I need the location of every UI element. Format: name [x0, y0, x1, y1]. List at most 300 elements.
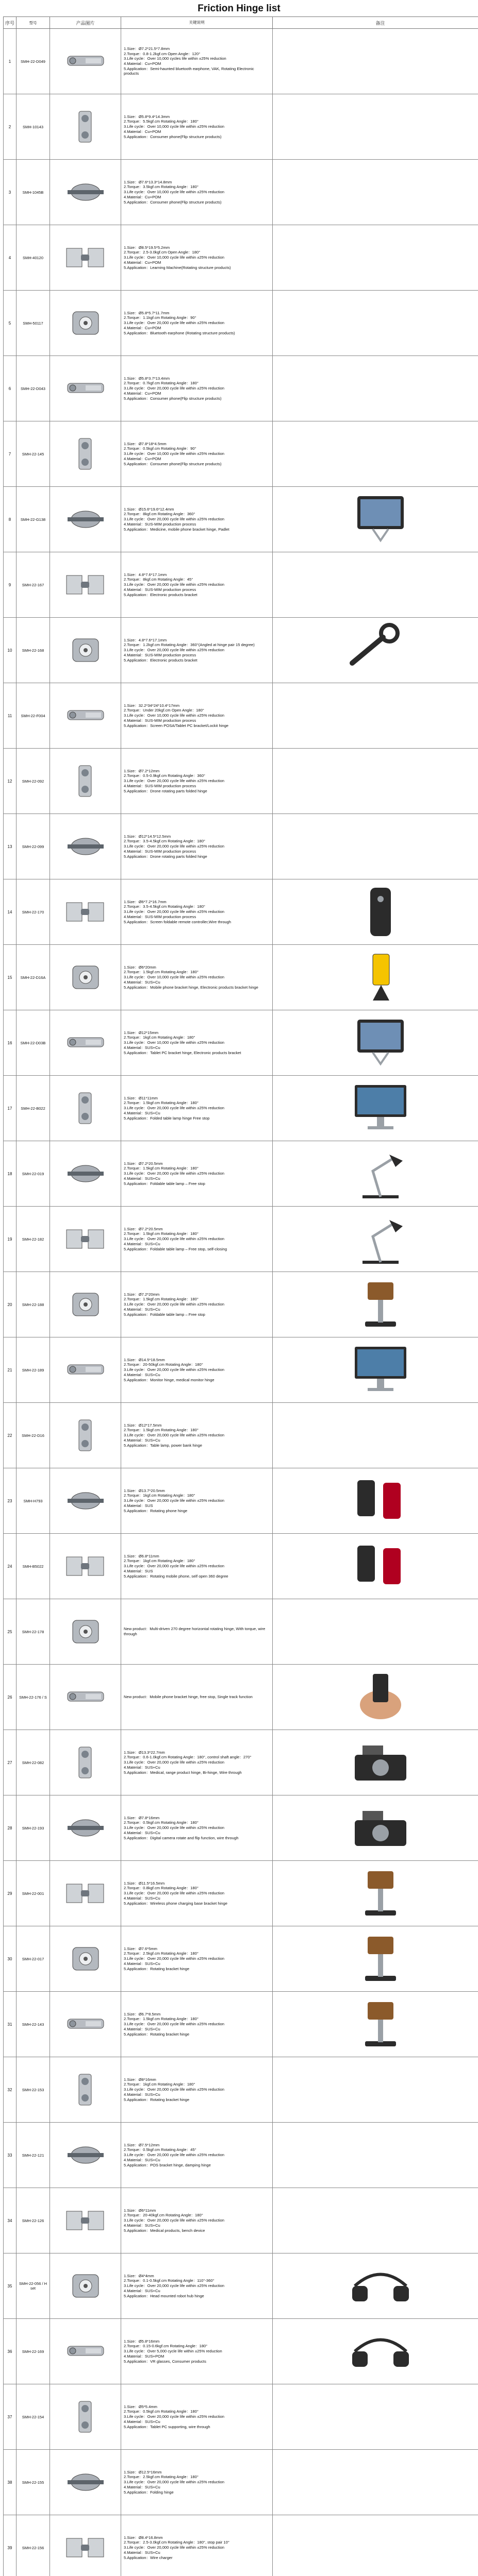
- model-number: SMH-40120: [17, 225, 50, 291]
- model-number: SMH-22-156: [17, 2515, 50, 2576]
- description-line: 4.Material：Cu+POM: [124, 325, 161, 330]
- row-number: 8: [4, 487, 17, 552]
- model-number: SMH-22-082: [17, 1730, 50, 1795]
- description-line: 5.Application：Folding hinge: [124, 2489, 174, 2495]
- description-line: 3.Life cycle：Over 20,000 cycle life within ±25% reduction: [124, 2545, 224, 2550]
- description-line: 3.Life cycle：Over 20,000 cycle life within ±25% reduction: [124, 909, 224, 914]
- description-line: 5.Application：Mobile phone bracket hinge, Electronic products bracket hinge: [124, 985, 258, 990]
- product-image: [50, 356, 121, 421]
- description-line: 2.Torque：1.5kgf.cm Rotating Angle：180°: [124, 1166, 199, 1171]
- model-number: SMH-22-019: [17, 1141, 50, 1207]
- application-lamp2-icon: [342, 1211, 419, 1267]
- hinge-photo-icon: [57, 1284, 114, 1325]
- application-screen-icon: [342, 1080, 419, 1137]
- description-line: 1.Size：Ø14.5*18.5mm: [124, 1357, 165, 1362]
- description-line: 1.Size：Ø7.8*18*4.5mm: [124, 441, 167, 446]
- hinge-photo-icon: [57, 1938, 114, 1979]
- hinge-photo-icon: [57, 2331, 114, 2372]
- hinge-photo-icon: [57, 1022, 114, 1063]
- table-row: [4, 29, 478, 94]
- row-number: 37: [4, 2384, 17, 2450]
- hinge-photo-icon: [57, 302, 114, 344]
- key-description: [121, 552, 273, 618]
- table-body: [4, 29, 478, 2576]
- description-line: 2.Torque：0.5kgf.cm Rotating Angle：180°: [124, 1820, 199, 1825]
- row-number: 30: [4, 1926, 17, 1992]
- description-line: 5.Application：Medical, range product hinge, Bi-hinge, Wire through: [124, 1770, 242, 1775]
- product-image: [50, 225, 121, 291]
- model-number: SMH-50117: [17, 291, 50, 356]
- description-line: 4.Material：SUS+Cu: [124, 979, 160, 985]
- table-row: [4, 2253, 478, 2319]
- description-line: 3.Life cycle：Over 20,000 cycle life within ±25% reduction: [124, 2414, 224, 2419]
- key-description: [121, 1468, 273, 1534]
- description-line: 3.Life cycle：Over 20,000 cycle life within ±25% reduction: [124, 2218, 224, 2223]
- row-number: 3: [4, 160, 17, 225]
- table-row: [4, 2384, 478, 2450]
- product-image: [50, 1534, 121, 1599]
- description-line: 5.Application：Learning Machine(Rotating structure products): [124, 265, 231, 270]
- remarks-image: [273, 618, 478, 683]
- remarks-image: [273, 2319, 478, 2384]
- row-number: 13: [4, 814, 17, 879]
- description-line: 5.Application：Rotating bracket hinge: [124, 2031, 190, 2037]
- description-line: 3.Life cycle：Over 10,000 cycle life within ±25% reduction: [124, 713, 224, 718]
- hinge-photo-icon: [57, 630, 114, 671]
- remarks-image: [273, 1795, 478, 1861]
- remarks-image: [273, 1207, 478, 1272]
- description-line: 1.Size：Ø7.2*20.5mm: [124, 1161, 163, 1166]
- description-line: 3.Life cycle：Over 20,000 cycle life within ±25% reduction: [124, 778, 224, 784]
- description-line: 4.Material：SUS+Cu: [124, 2026, 160, 2031]
- row-number: 19: [4, 1207, 17, 1272]
- row-number: 27: [4, 1730, 17, 1795]
- description-line: 5.Application：Foldable table lamp – Free stop: [124, 1312, 205, 1317]
- description-line: 5.Application：Folded table lamp hinge Free stop: [124, 1115, 210, 1121]
- description-line: 2.Torque：1.2kgf.cm Rotating Angle：360°(Angled at hinge pair 15 degree): [124, 642, 255, 648]
- key-description: [121, 1861, 273, 1926]
- row-number: 6: [4, 356, 17, 421]
- description-line: 1.Size：32.2*34*24*10.4*17mm: [124, 703, 180, 708]
- description-line: 4.Material：SUS-MIM production process: [124, 718, 196, 723]
- col-image-header: 产品图片: [50, 17, 121, 29]
- hinge-photo-icon: [57, 695, 114, 736]
- description-line: 1.Size：Ø7.2*20.5mm: [124, 1226, 163, 1231]
- description-line: 5.Application：Bluetooth earphone (Rotating structure products): [124, 330, 235, 335]
- application-holder-icon: [342, 1930, 419, 1987]
- description-line: 1.Size：Ø7.6*5mm: [124, 1946, 157, 1951]
- description-line: 1.Size：Ø7.5*12mm: [124, 2142, 160, 2147]
- table-row: [4, 2515, 478, 2576]
- description-line: 4.Material：Cu+POM: [124, 194, 161, 199]
- remarks-image: [273, 879, 478, 945]
- description-line: 1.Size：Ø13.7*20.5mm: [124, 1488, 165, 1493]
- description-line: 1.Size：Ø5.8*3.7*13.4mm: [124, 376, 170, 381]
- description-line: 4.Material：SUS+Cu: [124, 1307, 160, 1312]
- page-title: Friction Hinge list: [197, 3, 281, 14]
- remarks-image: [273, 1141, 478, 1207]
- key-description: [121, 2319, 273, 2384]
- remarks-image: [273, 29, 478, 94]
- row-number: 16: [4, 1010, 17, 1076]
- model-number: SMH-22-155: [17, 2450, 50, 2515]
- row-number: 33: [4, 2123, 17, 2188]
- description-line: 1.Size：Ø5*5.4mm: [124, 2404, 157, 2409]
- product-image: [50, 421, 121, 487]
- table-row: [4, 1403, 478, 1468]
- remarks-image: [273, 2253, 478, 2319]
- description-line: 2.Torque：Under 20kgf.cm Open Angle：180°: [124, 708, 204, 713]
- row-number: 12: [4, 749, 17, 814]
- description-line: 4.Material：Cu+POM: [124, 129, 161, 134]
- description-line: 2.Torque：2.5kgf.cm Rotating Angle：180°: [124, 2475, 199, 2480]
- hinge-photo-icon: [57, 957, 114, 998]
- description-line: 2.Torque：20-40kgf.cm Rotating Angle：180°: [124, 2213, 203, 2218]
- remarks-image: [273, 683, 478, 749]
- description-line: 5.Application：Head mounted robot hub hinge: [124, 2293, 204, 2298]
- key-description: [121, 160, 273, 225]
- hinge-photo-icon: [57, 106, 114, 147]
- col-no-header: 序号: [4, 17, 17, 29]
- model-number: SMH-22-182: [17, 1207, 50, 1272]
- description-line: 5.Application：Screen POSA/Tablet PC bracket/Lockit hinge: [124, 723, 229, 728]
- remarks-image: [273, 291, 478, 356]
- description-line: 3.Life cycle：Over 20,000 cycle life within ±25% reduction: [124, 2480, 224, 2485]
- description-line: 4.Material：SUS: [124, 1503, 153, 1508]
- description-line: 1.Size：Ø7.8*16mm: [124, 1815, 160, 1820]
- row-number: 2: [4, 94, 17, 160]
- product-image: [50, 2057, 121, 2123]
- description-line: 4.Material：SUS+Cu: [124, 2157, 160, 2162]
- model-number: SMH-22-145: [17, 421, 50, 487]
- model-number: SMH-22-168: [17, 618, 50, 683]
- product-image: [50, 1010, 121, 1076]
- application-tablet2-icon: [342, 1014, 419, 1071]
- key-description: [121, 225, 273, 291]
- description-line: 3.Life cycle：Over 20,000 cycle life within ±25% reduction: [124, 320, 224, 326]
- description-line: 4.Material：SUS+Cu: [124, 1830, 160, 1835]
- description-line: 5.Application：POS bracket hinge, damping hinge: [124, 2162, 211, 2167]
- description-line: 4.Material：SUS+Cu: [124, 2550, 160, 2555]
- hinge-photo-icon: [57, 1349, 114, 1391]
- hinge-photo-icon: [57, 1742, 114, 1783]
- product-image: [50, 1795, 121, 1861]
- remarks-image: [273, 1665, 478, 1730]
- description-line: 5.Application：Tablet PC supporting, wire through: [124, 2424, 210, 2429]
- product-image: [50, 2515, 121, 2576]
- key-description: [121, 618, 273, 683]
- row-number: 29: [4, 1861, 17, 1926]
- product-image: [50, 1141, 121, 1207]
- application-holder2-icon: [342, 1996, 419, 2053]
- product-image: [50, 1076, 121, 1141]
- model-number: SMH-22-126: [17, 2188, 50, 2253]
- description-line: 5.Application：Rotating bracket hinge: [124, 1966, 190, 1971]
- description-line: 2.Torque：1.5kgf.cm Rotating Angle：180°: [124, 1428, 199, 1433]
- model-number: SMH-22-189: [17, 1337, 50, 1403]
- row-number: 31: [4, 1992, 17, 2057]
- description-line: 2.Torque：1kgf.cm Rotating Angle：180°: [124, 1558, 195, 1564]
- description-line: New product：Mobile phone bracket hinge, free stop, Single track function: [124, 1694, 253, 1700]
- description-line: 3.Life cycle：Over 20,000 cycle life within ±25% reduction: [124, 1891, 224, 1896]
- description-line: 1.Size：Ø12*14.5*12.5mm: [124, 834, 171, 839]
- description-line: 3.Life cycle：Over 20,000 cycle life within ±25% reduction: [124, 1760, 224, 1765]
- row-number: 11: [4, 683, 17, 749]
- key-description: [121, 814, 273, 879]
- row-number: 20: [4, 1272, 17, 1337]
- description-line: 4.Material：SUS+POM: [124, 2353, 164, 2359]
- col-remarks-header: 备注: [273, 17, 478, 29]
- description-line: 5.Application：Foldable table lamp – Free stop, self-closing: [124, 1246, 227, 1251]
- description-line: 2.Torque：3.5kgf.cm Rotating Angle：180°: [124, 184, 199, 190]
- description-line: 2.Torque：0.8kgf.cm Rotating Angle：180°: [124, 1886, 199, 1891]
- row-number: 5: [4, 291, 17, 356]
- product-image: [50, 1272, 121, 1337]
- table-row: [4, 945, 478, 1010]
- description-line: 5.Application：Tablet PC bracket hinge, Electronic products bracket: [124, 1050, 241, 1055]
- remarks-image: [273, 160, 478, 225]
- hinge-photo-icon: [57, 564, 114, 605]
- hinge-photo-icon: [57, 1218, 114, 1260]
- description-line: 3.Life cycle：Over 20,000 cycle life within ±25% reduction: [124, 1825, 224, 1831]
- description-line: 1.Size：Ø12*17.5mm: [124, 1422, 162, 1428]
- description-line: 2.Torque：1.5kgf.cm Rotating Angle：180°: [124, 970, 199, 975]
- description-line: 2.Torque：5.5kgf.cm Rotating Angle：180°: [124, 119, 199, 124]
- description-line: 1.Size：Ø6.8*11mm: [124, 1553, 159, 1558]
- remarks-image: [273, 1992, 478, 2057]
- description-line: 2.Torque：0.8-1.2kgf.cm Open Angle：120°: [124, 51, 201, 56]
- row-number: 17: [4, 1076, 17, 1141]
- remarks-image: [273, 2123, 478, 2188]
- description-line: 1.Size：Ø11*11mm: [124, 1095, 158, 1100]
- model-number: SMH-22-017: [17, 1926, 50, 1992]
- key-description: [121, 1337, 273, 1403]
- row-number: 24: [4, 1534, 17, 1599]
- product-image: [50, 94, 121, 160]
- table-row: [4, 1730, 478, 1795]
- description-line: 4.Material：SUS-MIM production process: [124, 914, 196, 919]
- product-image: [50, 160, 121, 225]
- remarks-image: [273, 945, 478, 1010]
- table-row: [4, 1926, 478, 1992]
- product-image: [50, 2450, 121, 2515]
- row-number: 14: [4, 879, 17, 945]
- remarks-image: [273, 1926, 478, 1992]
- description-line: 3.Life cycle：Over 10,000 cycle life within ±25% reduction: [124, 1040, 224, 1045]
- description-line: 2.Torque：3.5-4.5kgf.cm Rotating Angle：180°: [124, 839, 205, 844]
- product-image: [50, 2253, 121, 2319]
- application-wrench-icon: [342, 622, 419, 679]
- hinge-photo-icon: [57, 2069, 114, 2110]
- model-number: SMH-22-D03B: [17, 1010, 50, 1076]
- description-line: 2.Torque：20-50kgf.cm Rotating Angle：180°: [124, 1362, 203, 1367]
- description-line: 5.Application：VR glasses, Consumer products: [124, 2359, 206, 2364]
- table-row: [4, 291, 478, 356]
- product-image: [50, 1599, 121, 1665]
- description-line: 5.Application：Consumer phone(Flip structure products): [124, 134, 222, 139]
- description-line: 4.Material：SUS+Cu: [124, 2288, 160, 2293]
- model-number: SMH-22-167: [17, 552, 50, 618]
- description-line: 5.Application：Table lamp, power bank hinge: [124, 1443, 202, 1448]
- description-line: 5.Application：Consumer phone(Flip structure products): [124, 396, 222, 401]
- table-row: [4, 552, 478, 618]
- description-line: 1.Size：Ø13.3*22.7mm: [124, 1750, 165, 1755]
- table-row: [4, 1337, 478, 1403]
- model-number: SMH-22-143: [17, 1992, 50, 2057]
- description-line: 2.Torque：0.7kgf.cm Rotating Angle：180°: [124, 381, 199, 386]
- model-number: SMH-10143: [17, 94, 50, 160]
- row-number: 25: [4, 1599, 17, 1665]
- model-number: SMH-22-099: [17, 814, 50, 879]
- hinge-table: [3, 16, 478, 2576]
- description-line: 3.Life cycle：Over 20,000 cycle life within ±25% reduction: [124, 1564, 224, 1569]
- description-line: 2.Torque：1kgf.cm Rotating Angle：180°: [124, 1493, 195, 1498]
- description-line: 1.Size：Ø5.8*16mm: [124, 2338, 160, 2344]
- description-line: 2.Torque：0.5kgf.cm Rotating Angle：180°: [124, 2409, 199, 2414]
- description-line: 4.Material：SUS-MIM production process: [124, 521, 196, 527]
- remarks-image: [273, 1403, 478, 1468]
- hinge-photo-icon: [57, 2396, 114, 2437]
- application-glasses-icon: [342, 2323, 419, 2380]
- row-number: 22: [4, 1403, 17, 1468]
- description-line: 3.Life cycle：Over 20,000 cycle life within ±25% reduction: [124, 1236, 224, 1242]
- row-number: 38: [4, 2450, 17, 2515]
- model-number: SMH-22-176 / S: [17, 1665, 50, 1730]
- description-line: 3.Life cycle：Over 10,000 cycle life within ±25% reduction: [124, 190, 224, 195]
- description-line: 5.Application：Rotating mobile phone, self open 360 degree: [124, 1573, 228, 1579]
- product-image: [50, 618, 121, 683]
- hinge-photo-icon: [57, 433, 114, 474]
- description-line: 4.Material：SUS+Cu: [124, 1765, 160, 1770]
- table-row: [4, 1141, 478, 1207]
- table-row: [4, 1665, 478, 1730]
- model-number: SMH-22-092: [17, 749, 50, 814]
- model-number: SMH-22-154: [17, 2384, 50, 2450]
- application-stand-icon: [342, 1276, 419, 1333]
- row-number: 28: [4, 1795, 17, 1861]
- description-line: 1.Size：Ø5.8*9.4*14.3mm: [124, 114, 170, 119]
- table-row: [4, 1795, 478, 1861]
- description-line: 1.Size：Ø7.6*13.3*14.8mm: [124, 179, 172, 184]
- model-number: SMH-22-188: [17, 1272, 50, 1337]
- application-standphone-icon: [342, 949, 419, 1006]
- key-description: [121, 1599, 273, 1665]
- description-line: 3.Life cycle：Over 20,000 cycle life within ±25% reduction: [124, 844, 224, 849]
- description-line: 5.Application：Monitor hinge, medical monitor hinge: [124, 1377, 215, 1382]
- key-description: [121, 1795, 273, 1861]
- hinge-photo-icon: [57, 826, 114, 867]
- table-row: [4, 487, 478, 552]
- model-number: SMH-22-001: [17, 1861, 50, 1926]
- model-number: SMH-22-G138: [17, 487, 50, 552]
- hinge-photo-icon: [57, 891, 114, 933]
- description-line: 2.Torque：0.5-0.9kgf.cm Rotating Angle：360°: [124, 773, 205, 778]
- hinge-photo-icon: [57, 2200, 114, 2241]
- hinge-photo-icon: [57, 1546, 114, 1587]
- description-line: 3.Life cycle：Over 20,000 cycle life within ±25% reduction: [124, 2022, 224, 2027]
- model-number: SMH-22-169: [17, 2319, 50, 2384]
- description-line: 5.Application：Electronic products bracket: [124, 592, 197, 597]
- table-row: [4, 1076, 478, 1141]
- remarks-image: [273, 421, 478, 487]
- description-line: 1.Size：Ø12.5*16mm: [124, 2469, 162, 2475]
- description-line: 3.Life cycle：Over 10,000 cycle life within ±25% reduction: [124, 124, 224, 129]
- description-line: 1.Size：Ø5.8*5.7*11.7mm: [124, 310, 170, 315]
- hinge-photo-icon: [57, 1611, 114, 1652]
- description-line: 4.Material：SUS-MIM production process: [124, 783, 196, 788]
- model-number: SMH-22-170: [17, 879, 50, 945]
- description-line: 4.Material：SUS-MIM production process: [124, 849, 196, 854]
- key-description: [121, 1992, 273, 2057]
- key-description: [121, 1534, 273, 1599]
- table-row: [4, 225, 478, 291]
- description-line: 3.Life cycle：Over 20,000 cycle life within ±25% reduction: [124, 1171, 224, 1176]
- application-charger-icon: [342, 1865, 419, 1922]
- description-line: 5.Application：Screen foldable remote controller,Wire through: [124, 919, 232, 924]
- key-description: [121, 749, 273, 814]
- product-image: [50, 1207, 121, 1272]
- description-line: 2.Torque：3.5-4.5kgf.cm Rotating Angle：180°: [124, 904, 205, 909]
- description-line: 5.Application：Medical products, bench device: [124, 2228, 205, 2233]
- table-row: [4, 1468, 478, 1534]
- hinge-photo-icon: [57, 760, 114, 802]
- description-line: 2.Torque：2.5kgf.cm Rotating Angle：180°: [124, 1951, 199, 1956]
- description-line: 3.Life cycle：Over 20,000 cycle life within ±25% reduction: [124, 1302, 224, 1307]
- hinge-photo-icon: [57, 1807, 114, 1849]
- product-image: [50, 1665, 121, 1730]
- col-model-header: 型号: [17, 17, 50, 29]
- model-number: SMH-22-178: [17, 1599, 50, 1665]
- description-line: 2.Torque：0.1-0.5kgf.cm Rotating Angle：110°-360°: [124, 2278, 215, 2283]
- description-line: 4.Material：SUS+Cu: [124, 1961, 160, 1966]
- row-number: 18: [4, 1141, 17, 1207]
- key-description: [121, 945, 273, 1010]
- description-line: 1.Size：4.8*7.6*17.1mm: [124, 637, 167, 642]
- hinge-photo-icon: [57, 172, 114, 213]
- remarks-image: [273, 2450, 478, 2515]
- remarks-image: [273, 2188, 478, 2253]
- description-line: 4.Material：SUS: [124, 1568, 153, 1573]
- description-line: 4.Material：Cu+POM: [124, 260, 161, 265]
- description-line: 1.Size：Ø8.5*19.5*5.2mm: [124, 245, 170, 250]
- description-line: 5.Application：Foldable table lamp – Free stop: [124, 1181, 205, 1186]
- description-line: 1.Size：Ø6*20mm: [124, 964, 156, 970]
- product-image: [50, 1992, 121, 2057]
- hinge-photo-icon: [57, 2462, 114, 2503]
- description-line: 5.Application：Consumer phone(Flip structure products): [124, 461, 222, 466]
- description-line: 1.Size：Ø12*15mm: [124, 1030, 159, 1035]
- product-image: [50, 2319, 121, 2384]
- remarks-image: [273, 1534, 478, 1599]
- table-row: [4, 1861, 478, 1926]
- description-line: 2.Torque：0.5kgf.cm Rotating Angle：45°: [124, 2147, 196, 2153]
- description-line: 4.Material：Cu+POM: [124, 61, 161, 66]
- application-tablet-icon: [342, 491, 419, 548]
- description-line: 4.Material：SUS+Cu: [124, 2223, 160, 2228]
- table-row: [4, 618, 478, 683]
- table-row: [4, 879, 478, 945]
- remarks-image: [273, 94, 478, 160]
- product-image: [50, 2188, 121, 2253]
- description-line: 1.Size：Ø8*16mm: [124, 2077, 156, 2082]
- product-image: [50, 2123, 121, 2188]
- row-number: 39: [4, 2515, 17, 2576]
- table-row: [4, 2057, 478, 2123]
- key-description: [121, 421, 273, 487]
- description-line: 4.Material：SUS+Cu: [124, 1110, 160, 1115]
- description-line: 3.Life cycle：Over 20,000 cycle life within ±25% reduction: [124, 1498, 224, 1503]
- description-line: 5.Application：Wire charger: [124, 2555, 173, 2560]
